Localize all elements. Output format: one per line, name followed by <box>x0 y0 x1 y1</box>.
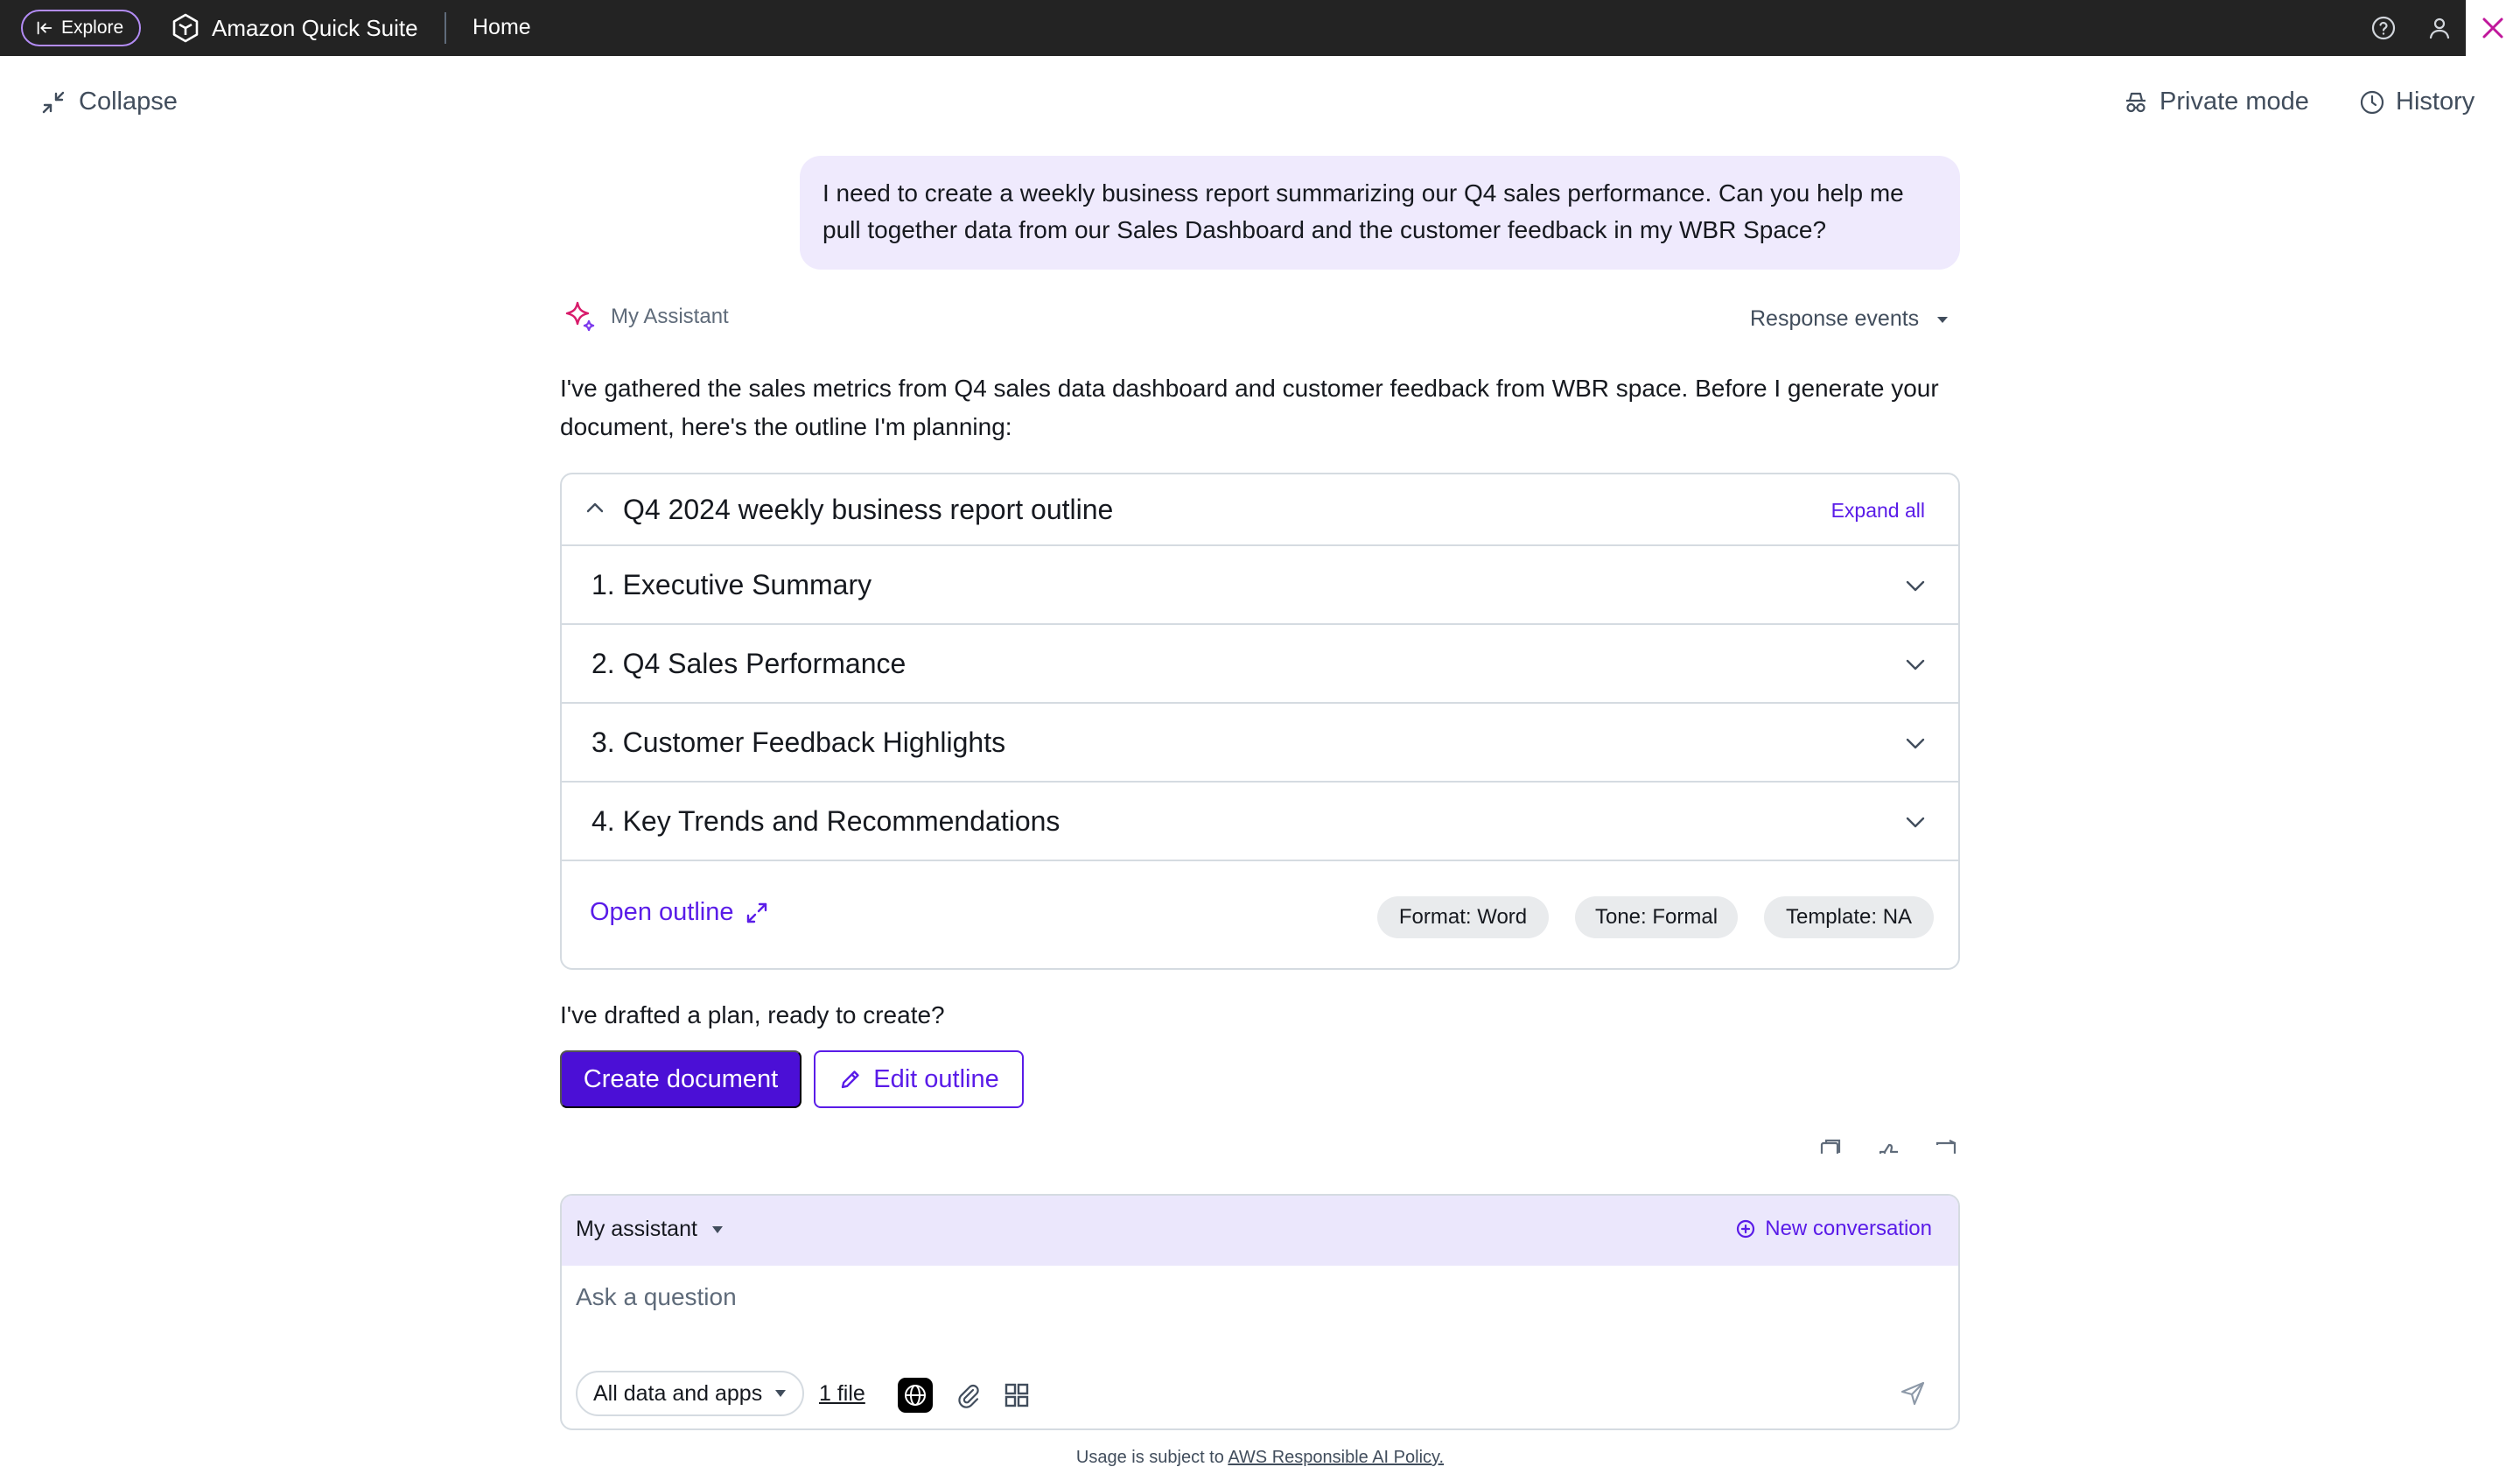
assistant-selector-label: My assistant <box>576 1217 697 1241</box>
quick-suite-logo-icon <box>170 12 201 44</box>
format-badge: Format: Word <box>1377 896 1549 938</box>
back-arrow-icon <box>35 18 54 38</box>
outline-section-label: 1. Executive Summary <box>592 568 872 600</box>
assistant-selector[interactable] <box>576 1217 725 1242</box>
top-bar <box>0 0 2520 56</box>
edit-outline-button[interactable] <box>814 1050 1024 1108</box>
grid-icon <box>1003 1381 1031 1409</box>
assistant-name: My Assistant <box>611 305 729 328</box>
user-message: I need to create a weekly business report summarizing our Q4 sales performance. Can you help me pull together data from our Sales Dashboard and the customer feedback in my WBR Space? <box>800 156 1960 270</box>
home-link[interactable]: Home <box>472 15 531 39</box>
top-divider <box>444 12 446 44</box>
assistant-header <box>560 298 729 336</box>
paperclip-icon <box>954 1381 982 1409</box>
caret-down-icon <box>1935 312 1950 327</box>
chevron-down-icon <box>1902 730 1928 756</box>
app-title: Amazon Quick Suite <box>212 14 418 41</box>
outline-section[interactable] <box>562 625 1958 704</box>
explore-label: Explore <box>61 18 124 38</box>
usage-text: Usage is subject to <box>1075 1448 1224 1467</box>
help-icon[interactable] <box>2370 14 2398 42</box>
caret-down-icon <box>710 1222 725 1238</box>
outline-section[interactable] <box>562 783 1958 861</box>
collapse-label: Collapse <box>79 88 178 116</box>
outline-section-label: 4. Key Trends and Recommendations <box>592 804 1060 837</box>
add-chat-icon <box>1735 1218 1756 1239</box>
collapse-icon <box>40 89 66 116</box>
tone-badge: Tone: Formal <box>1575 896 1738 938</box>
private-mode-label: Private mode <box>2160 88 2309 116</box>
copy-icon[interactable] <box>1818 1138 1843 1154</box>
incognito-icon <box>2123 89 2149 116</box>
collapse-button[interactable] <box>40 88 178 116</box>
private-mode-button[interactable] <box>2123 88 2309 116</box>
share-icon[interactable] <box>1934 1138 1958 1154</box>
send-icon[interactable] <box>1899 1379 1927 1407</box>
attach-file-button[interactable] <box>950 1378 985 1413</box>
history-button[interactable] <box>2359 88 2474 116</box>
response-events-label: Response events <box>1750 306 1920 331</box>
outline-footer <box>562 879 1958 970</box>
create-document-button[interactable]: Create document <box>560 1050 802 1108</box>
chevron-down-icon <box>1902 809 1928 835</box>
web-search-toggle[interactable] <box>898 1378 933 1413</box>
responsible-ai-policy-link[interactable]: AWS Responsible AI Policy. <box>1228 1448 1445 1467</box>
history-label: History <box>2396 88 2475 116</box>
explore-button[interactable] <box>21 10 141 46</box>
thumbs-up-icon[interactable] <box>1878 1138 1902 1154</box>
pencil-icon <box>838 1067 863 1091</box>
outline-section[interactable] <box>562 704 1958 783</box>
apps-button[interactable] <box>999 1378 1034 1413</box>
user-profile-icon[interactable] <box>2426 14 2454 42</box>
outline-section-label: 3. Customer Feedback Highlights <box>592 726 1006 758</box>
open-outline-link[interactable] <box>590 898 770 927</box>
chat-panel <box>560 1194 1960 1430</box>
question-input[interactable] <box>576 1283 1801 1311</box>
usage-notice <box>0 1448 2520 1468</box>
edit-outline-label: Edit outline <box>873 1064 999 1093</box>
caret-down-icon <box>773 1386 788 1401</box>
expand-all-link[interactable]: Expand all <box>1830 499 1925 522</box>
open-outline-label: Open outline <box>590 898 734 926</box>
plan-text: I've drafted a plan, ready to create? <box>560 1001 945 1028</box>
chevron-up-icon <box>583 495 607 520</box>
outline-section-label: 2. Q4 Sales Performance <box>592 647 906 679</box>
attached-files-link[interactable]: 1 file <box>819 1381 865 1406</box>
globe-icon <box>898 1378 933 1413</box>
clock-icon <box>2359 89 2385 116</box>
chevron-down-icon <box>1902 572 1928 599</box>
template-badge: Template: NA <box>1764 896 1934 938</box>
outline-title: Q4 2024 weekly business report outline <box>623 493 1114 525</box>
close-button[interactable] <box>2466 0 2520 56</box>
chevron-down-icon <box>1902 651 1928 677</box>
outline-section[interactable] <box>562 546 1958 625</box>
sparkle-icon <box>560 298 598 336</box>
expand-arrows-icon <box>744 900 770 926</box>
new-conversation-label: New conversation <box>1765 1217 1932 1240</box>
outline-header[interactable] <box>562 474 1958 546</box>
app-brand[interactable] <box>170 12 418 44</box>
close-icon <box>2480 15 2506 41</box>
data-source-selector[interactable] <box>576 1371 804 1416</box>
new-conversation-button[interactable] <box>1735 1217 1932 1241</box>
assistant-intro: I've gathered the sales metrics from Q4 sales data dashboard and customer feedback from WBR space. Before I generate your document, here's the outline I'm planning: <box>560 375 1939 440</box>
outline-card <box>560 473 1960 970</box>
response-events-toggle[interactable] <box>1750 306 1950 332</box>
data-source-label: All data and apps <box>593 1380 763 1406</box>
chat-panel-header <box>562 1196 1958 1266</box>
